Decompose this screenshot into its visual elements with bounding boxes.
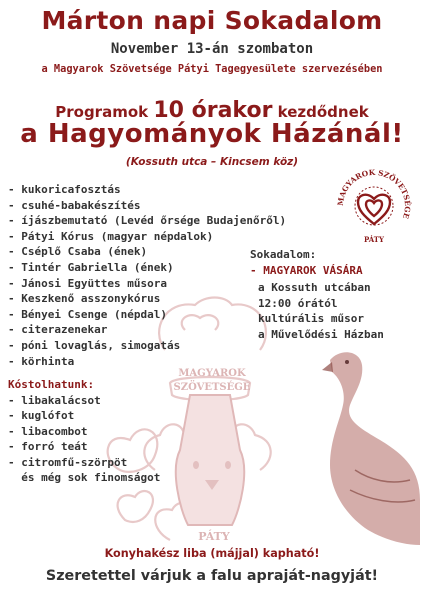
food-list bbox=[8, 393, 160, 485]
event-date: November 13-án szombaton bbox=[110, 41, 314, 57]
programs-intro-part2: kezdődnek bbox=[272, 103, 369, 121]
list-item: a Kossuth utcában bbox=[258, 281, 371, 294]
venue-address: (Kossuth utca – Kincsem köz) bbox=[125, 156, 299, 168]
organizer-line: a Magyarok Szövetsége Pátyi Tagegyesülete szervezésében bbox=[41, 63, 383, 75]
programs-intro-part1: Programok bbox=[55, 103, 154, 121]
fair-title: - MAGYAROK VÁSÁRA bbox=[250, 264, 363, 277]
logo-place-text: PÁTY bbox=[363, 235, 385, 244]
food-heading: Kóstolhatunk: bbox=[8, 378, 95, 391]
logo-emblem bbox=[334, 166, 414, 246]
list-item: - íjászbemutató (Levéd őrsége Budajenőről) bbox=[8, 214, 287, 228]
list-item: - kukoricafosztás bbox=[8, 183, 121, 196]
list-item: - libakalácsot bbox=[8, 394, 101, 407]
list-item: - Pátyi Kórus (magyar népdalok) bbox=[8, 229, 214, 243]
list-item: - kuglófot bbox=[8, 409, 75, 423]
list-item: - körhinta bbox=[8, 354, 75, 368]
watermark-ring-text-1: MAGYAROK bbox=[178, 368, 246, 379]
list-item: - csuhé-babakészítés bbox=[8, 198, 141, 212]
watermark-place: PÁTY bbox=[198, 530, 230, 543]
list-item: - citromfű-szörpöt bbox=[8, 455, 128, 469]
list-item: a Művelődési Házban bbox=[258, 327, 384, 341]
fair-heading: Sokadalom: bbox=[250, 248, 317, 261]
list-item: 12:00 órától bbox=[258, 296, 338, 310]
list-item: - Bényei Csenge (népdal) bbox=[8, 307, 167, 321]
logo-ring-text: MAGYAROK SZÖVETSÉGE bbox=[335, 167, 413, 220]
program-list bbox=[8, 182, 286, 369]
list-item: - Jánosi Együttes műsora bbox=[8, 276, 167, 290]
welcome-line: Szeretettel várjuk a falu apraját-nagyját! bbox=[45, 568, 379, 584]
goose-note: Konyhakész liba (májjal) kapható! bbox=[104, 547, 320, 560]
list-item: - libacombot bbox=[8, 424, 88, 438]
list-item: - citerazenekar bbox=[8, 323, 108, 337]
list-item: és még sok finomságot bbox=[8, 470, 161, 484]
list-item: - póni lovaglás, simogatás bbox=[8, 338, 181, 352]
list-item: - forró teát bbox=[8, 440, 88, 454]
programs-intro-time: 10 órakor bbox=[153, 98, 273, 123]
poster-title: Márton napi Sokadalom bbox=[41, 6, 383, 35]
list-item: - Cséplő Csaba (ének) bbox=[8, 245, 148, 259]
watermark-ring-text-2: SZÖVETSÉGE bbox=[173, 382, 251, 393]
list-item: kultúrális műsor bbox=[258, 312, 364, 325]
list-item: - Keszkenő asszonykórus bbox=[8, 292, 161, 306]
list-item: - Tintér Gabriella (ének) bbox=[8, 260, 174, 274]
fair-details bbox=[258, 280, 384, 342]
venue-line: a Hagyományok Házánál! bbox=[20, 119, 404, 149]
